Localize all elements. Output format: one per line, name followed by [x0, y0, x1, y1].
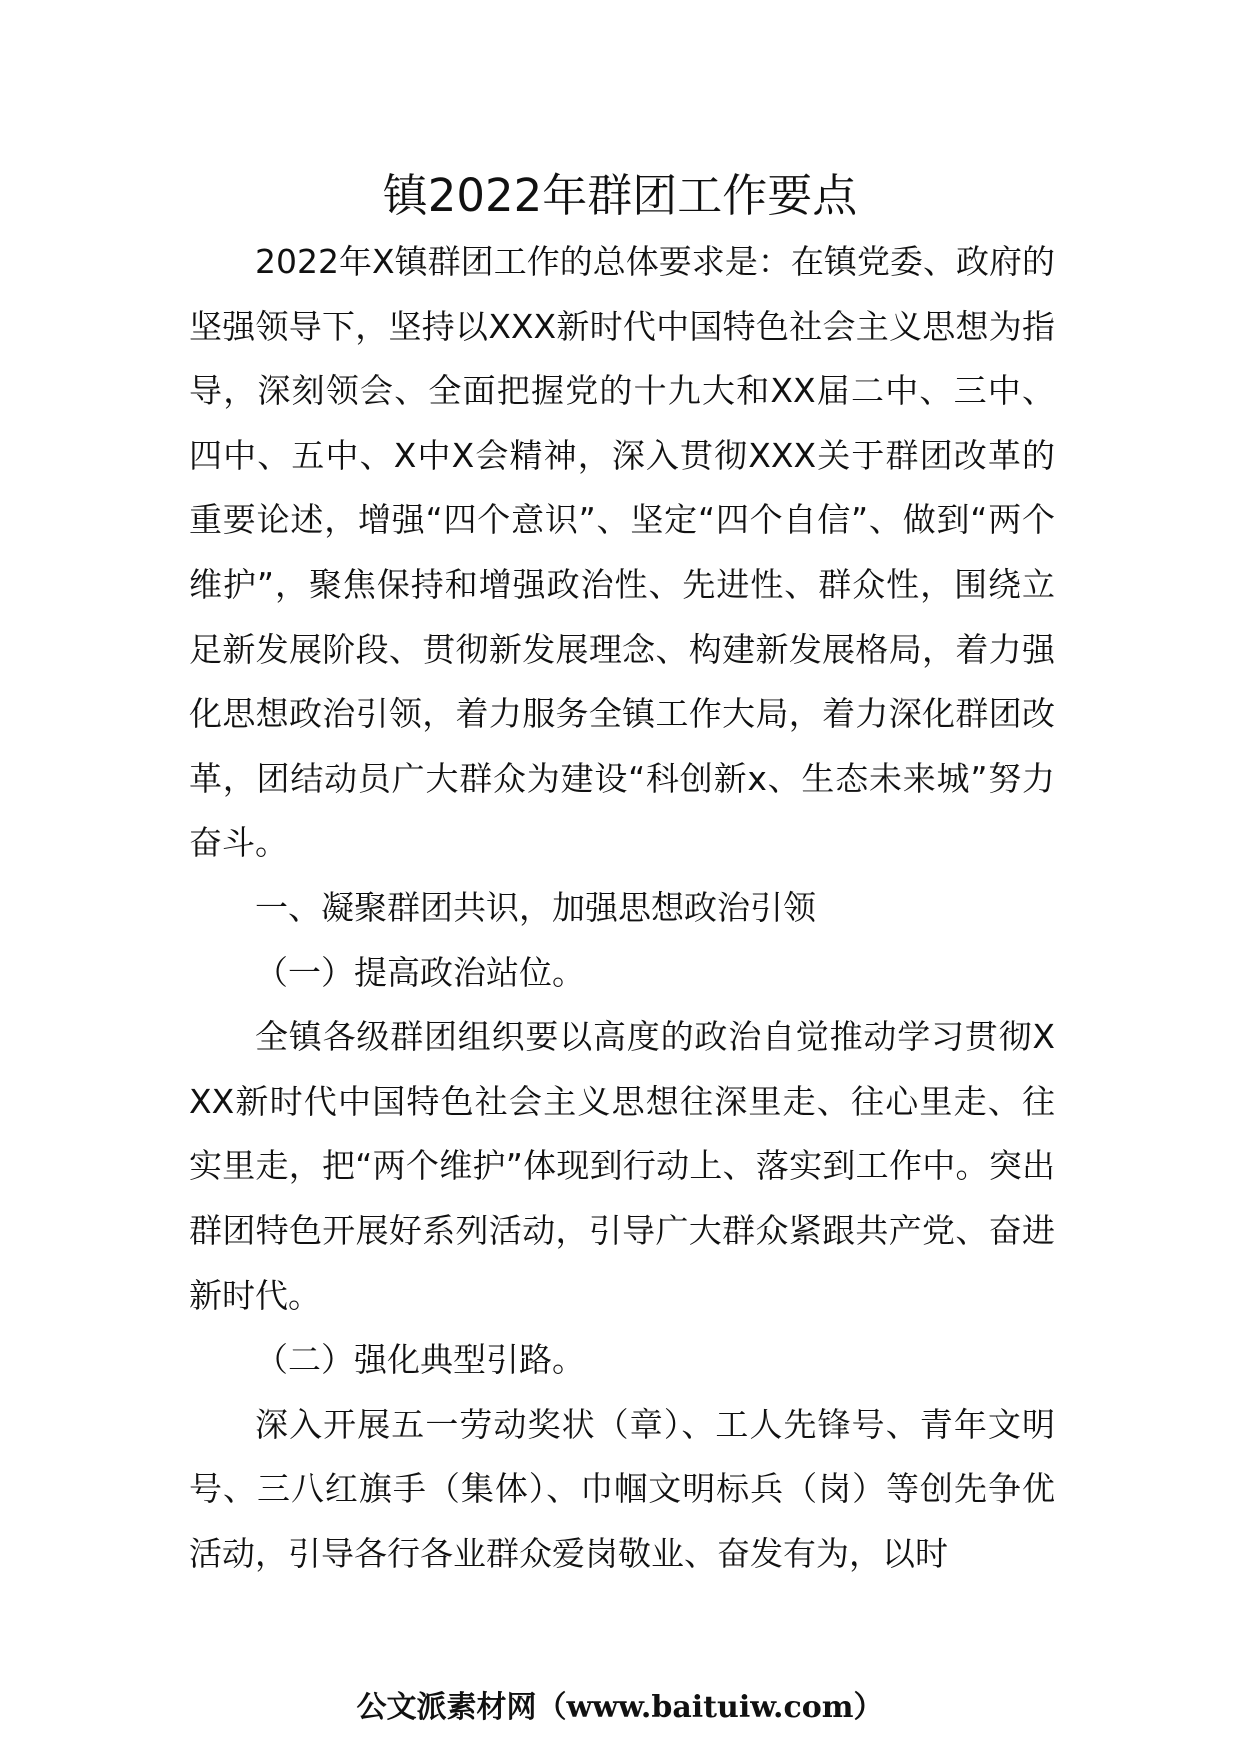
- subsection-heading-1: （一）提高政治站位。: [255, 952, 585, 992]
- subsection-paragraph-1: 全镇各级群团组织要以高度的政治自觉推动学习贯彻XXX新时代中国特色社会主义思想往深里走、往心里走、往实里走，把“两个维护”体现到行动上、落实到工作中。突出群团特色开展好系列活动，引导广大群众紧跟共产党、奋进新时代。: [189, 1017, 1055, 1315]
- intro-paragraph: 2022年X镇群团工作的总体要求是：在镇党委、政府的坚强领导下，坚持以XXX新时代中国特色社会主义思想为指导，深刻领会、全面把握党的十九大和XX届二中、三中、四中、五中、X中X会精神，深入贯彻XXX关于群团改革的重要论述，增强“四个意识”、坚定“四个自信”、做到“两个维护”，聚焦保持和增强政治性、先进性、群众性，围绕立足新发展阶段、贯彻新发展理念、构建新发展格局，着力强化思想政治引领，着力服务全镇工作大局，着力深化群团改革，团结动员广大群众为建设“科创新x、生态未来城”努力奋斗。: [189, 242, 1055, 863]
- footer-watermark: 公文派素材网（www.baituiw.com）: [356, 1690, 884, 1725]
- subsection-paragraph-2: 深入开展五一劳动奖状（章）、工人先锋号、青年文明号、三八红旗手（集体）、巾帼文明标兵（岗）等创先争优活动，引导各行各业群众爱岗敬业、奋发有为，以时: [189, 1404, 1055, 1573]
- document-title: 镇2022年群团工作要点: [382, 169, 858, 222]
- subsection-heading-2: （二）强化典型引路。: [255, 1340, 585, 1380]
- document-body: [189, 230, 1055, 1586]
- section-heading-1: 一、凝聚群团共识，加强思想政治引领: [255, 887, 816, 927]
